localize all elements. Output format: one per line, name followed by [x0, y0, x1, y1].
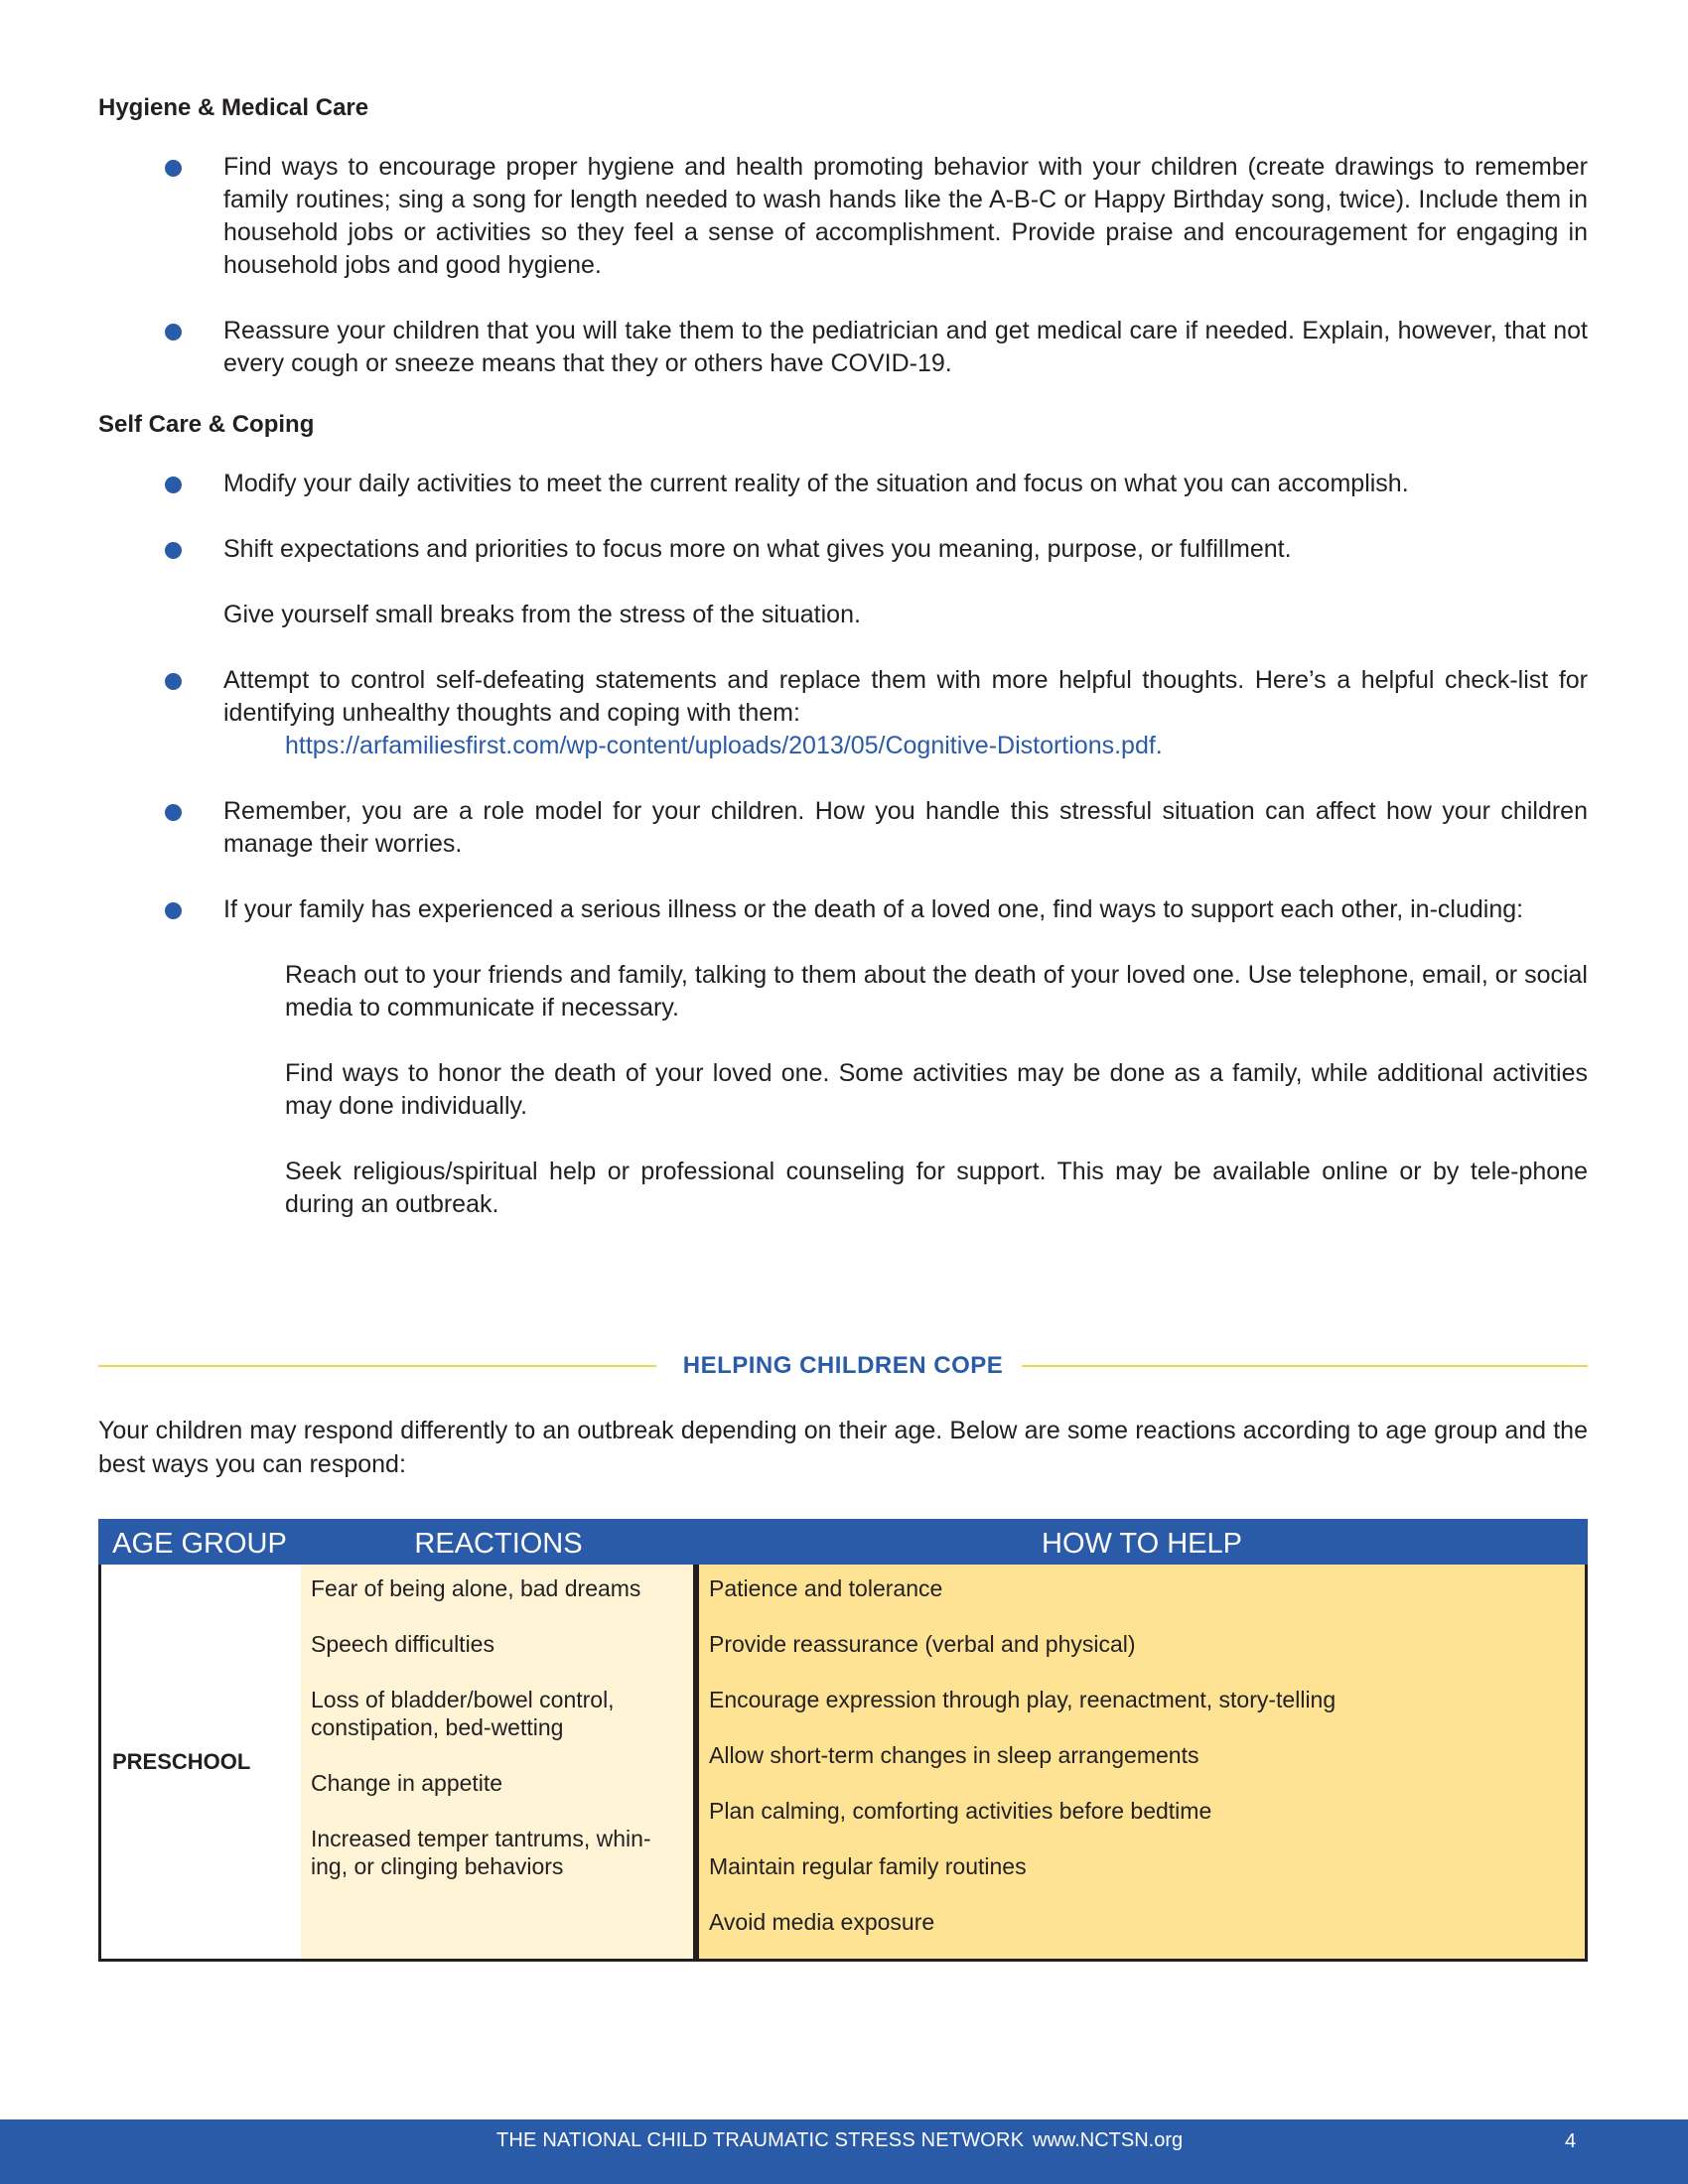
how-to-help-cell [696, 1565, 1588, 1962]
list-item: Patience and tolerance [709, 1575, 943, 1601]
hygiene-list [98, 151, 1588, 380]
page-footer [0, 2119, 1688, 2184]
sub-paragraph: Seek religious/spiritual help or professional counseling for support. This may be available online or by tele-phone during an outbreak. [285, 1158, 1588, 1218]
divider-line-right [1022, 1365, 1588, 1367]
self-care-list-2 [98, 664, 1588, 926]
age-group-label: PRESCHOOL [112, 1748, 251, 1774]
intro-paragraph: Your children may respond differently to an outbreak depending on their age. Below are some reactions according to age group and the best ways you can respond: [98, 1417, 1588, 1478]
list-item: Remember, you are a role model for your children. How you handle this stressful situation can affect how your children manage their worries. [98, 795, 1588, 861]
list-item: Speech difficulties [311, 1631, 494, 1657]
list-item: Maintain regular family routines [709, 1853, 1027, 1879]
header-how-to-help: HOW TO HELP [1042, 1528, 1242, 1560]
reactions-list [311, 1574, 683, 1908]
bullet-dot-icon [165, 673, 182, 690]
footer-website-link[interactable]: www.NCTSN.org [1033, 2129, 1184, 2151]
bullet-dot-icon [165, 542, 182, 559]
list-item: Increased temper tantrums, whin-ing, or clinging behaviors [311, 1826, 651, 1879]
table-body [98, 1565, 1588, 1965]
plain-paragraph: Give yourself small breaks from the stress of the situation. [223, 601, 861, 628]
age-reactions-table [98, 1519, 1588, 1965]
list-item: Reassure your children that you will take them to the pediatrician and get medical care if needed. Explain, however, that not every cough or sneeze means that they or others have COVID-19. [98, 315, 1588, 380]
list-item: Plan calming, comforting activities before bedtime [709, 1798, 1212, 1824]
page-number: 4 [1565, 2130, 1577, 2152]
list-item: Loss of bladder/bowel control, constipation, bed-wetting [311, 1687, 615, 1740]
header-reactions: REACTIONS [414, 1528, 583, 1560]
how-to-help-list [709, 1574, 1575, 1964]
list-item: If your family has experienced a serious illness or the death of a loved one, find ways to support each other, in-cluding: [98, 893, 1588, 926]
header-age-group: AGE GROUP [112, 1528, 287, 1560]
divider-title: HELPING CHILDREN COPE [682, 1352, 1004, 1379]
list-item: Provide reassurance (verbal and physical) [709, 1631, 1136, 1657]
self-care-list [98, 468, 1588, 566]
section-heading-hygiene: Hygiene & Medical Care [98, 94, 369, 121]
bullet-dot-icon [165, 804, 182, 821]
list-item: Find ways to encourage proper hygiene and health promoting behavior with your children (create drawings to remember family routines; sing a song for length needed to wash hands like the A-B-C or Happy Birthday song, twice). Include them in household jobs or activities so they feel a sense of accomplishment. Provide praise and encouragement for engaging in household jobs and good hygiene. [98, 151, 1588, 282]
list-item: Shift expectations and priorities to focus more on what gives you meaning, purpose, or fulfillment. [98, 533, 1588, 566]
bullet-dot-icon [165, 324, 182, 341]
bullet-dot-icon [165, 902, 182, 919]
list-item: Avoid media exposure [709, 1909, 935, 1935]
sub-paragraph: Find ways to honor the death of your loved one. Some activities may be done as a family, while additional activities may done individually. [285, 1059, 1588, 1120]
list-item: Allow short-term changes in sleep arrangements [709, 1742, 1199, 1768]
bullet-dot-icon [165, 160, 182, 177]
section-heading-self-care: Self Care & Coping [98, 411, 315, 438]
footer-org-name: THE NATIONAL CHILD TRAUMATIC STRESS NETWORK [496, 2129, 1025, 2151]
list-item: Change in appetite [311, 1770, 503, 1796]
table-header-row [98, 1519, 1588, 1565]
list-item: Fear of being alone, bad dreams [311, 1575, 641, 1601]
cognitive-distortions-link[interactable]: https://arfamiliesfirst.com/wp-content/uploads/2013/05/Cognitive-Distortions.pdf. [285, 732, 1163, 759]
list-item: Encourage expression through play, reenactment, story-telling [709, 1687, 1336, 1712]
bullet-dot-icon [165, 477, 182, 493]
list-item: Modify your daily activities to meet the current reality of the situation and focus on what you can accomplish. [98, 468, 1588, 500]
reactions-cell [301, 1565, 696, 1962]
list-item: Attempt to control self-defeating statements and replace them with more helpful thoughts. Here’s a helpful check-list for identifying unhealthy thoughts and coping with them: https://arfamiliesfirst.com/wp-content/uploads/2013/05/Cognitive-Distortions.pdf. [98, 664, 1588, 762]
age-group-cell [98, 1565, 304, 1962]
sub-paragraph: Reach out to your friends and family, talking to them about the death of your loved one. Use telephone, email, or social media to communicate if necessary. [285, 961, 1588, 1022]
section-divider [98, 1346, 1588, 1386]
document-body [98, 91, 1588, 1221]
